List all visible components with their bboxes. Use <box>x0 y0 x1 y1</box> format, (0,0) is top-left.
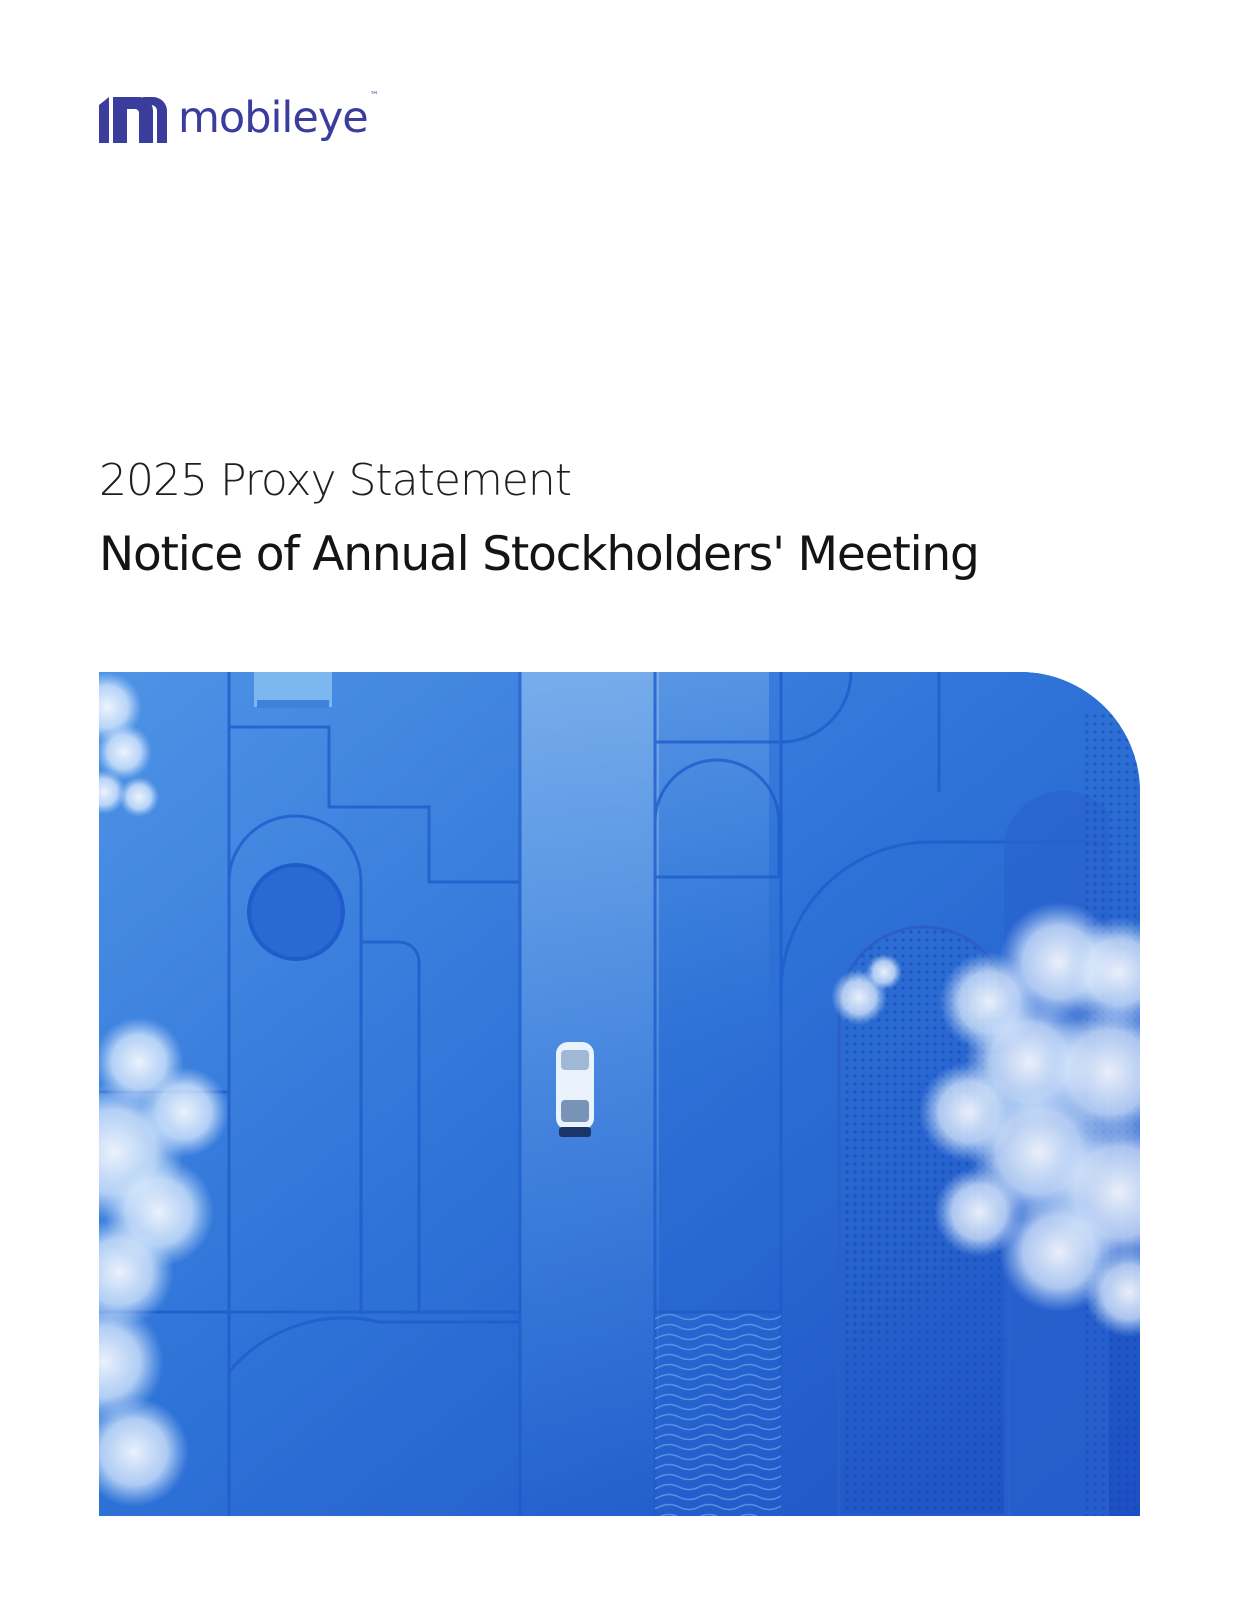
mobileye-logo <box>99 91 379 143</box>
car-icon <box>556 1042 594 1137</box>
brand-wordmark: mobileye <box>178 92 368 143</box>
document-title: Notice of Annual Stockholders' Meeting <box>99 527 979 582</box>
document-subtitle: 2025 Proxy Statement <box>99 455 572 506</box>
cover-hero-image <box>99 672 1140 1516</box>
mobileye-m-icon <box>99 97 167 143</box>
aerial-city-car-clouds-illustration <box>99 672 1140 1516</box>
trademark-symbol: ™ <box>369 91 379 101</box>
